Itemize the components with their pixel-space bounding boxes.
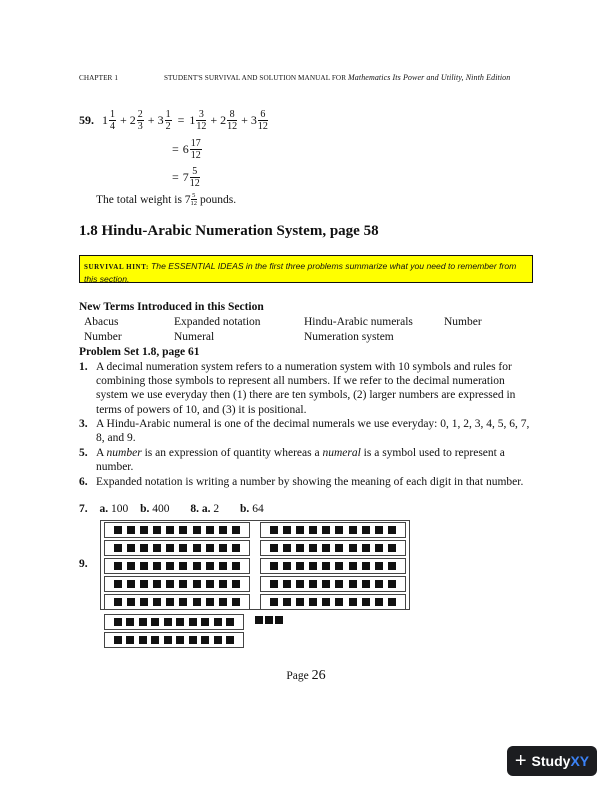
unit-square [270,580,278,588]
unit-square [206,580,214,588]
unit-square [283,598,291,606]
problem-1: 1. A decimal numeration system refers to a numeration system with 10 symbols and rules for combining those symbols to represent all numbers. If we refer to the decimal numeration system we use everyday then (1) there are ten symbols, (2) larger numbers are expressed in terms of powers of 10, and (3) it is positional. [79,361,516,416]
terms-heading: New Terms Introduced in this Section [79,301,264,313]
ten-squares-row [104,558,250,574]
unit-square [153,526,161,534]
unit-square [139,618,147,626]
ten-squares-row [104,576,250,592]
unit-square [201,618,209,626]
unit-square [179,598,187,606]
unit-square [322,598,330,606]
problem-5: 5. A number is an expression of quantity whereas a numeral is a symbol used to represent a number. [79,447,505,474]
unit-square [153,598,161,606]
brand-logo-text: StudyXY [531,753,590,769]
term: Number [84,331,122,343]
unit-square [114,544,122,552]
ten-squares-row [260,522,406,538]
unit-square [322,580,330,588]
plus-icon: + [514,749,527,772]
unit-square [388,562,396,570]
term: Numeration system [304,331,394,343]
page-footer [0,668,612,684]
unit-square [275,616,283,624]
unit-square [349,526,357,534]
unit-square [114,526,122,534]
unit-square [126,618,134,626]
problem-59-line-2: = 6 $\frac{17}{12}$ [172,138,201,161]
unit-square [219,580,227,588]
page-number: 26 [311,668,326,683]
fraction: $\frac{8}{12}$ [227,109,238,132]
unit-square [164,636,172,644]
unit-square [127,526,135,534]
unit-square [206,562,214,570]
unit-square [214,618,222,626]
unit-square [283,562,291,570]
unit-square [255,616,263,624]
unit-square [219,598,227,606]
studyxy-badge[interactable] [507,746,597,776]
fraction: $\frac{5}{12}$ [189,166,200,189]
manual-title: STUDENT'S SURVIVAL AND SOLUTION MANUAL FOR [163,74,347,82]
unit-square [140,598,148,606]
unit-square [164,618,172,626]
unit-square [375,598,383,606]
unit-square [270,544,278,552]
unit-square [335,562,343,570]
unit-square [362,544,370,552]
unit-square [362,562,370,570]
term: Hindu-Arabic numerals [304,316,413,328]
unit-square [193,580,201,588]
ten-squares-row [260,558,406,574]
unit-square [114,562,122,570]
unit-square [388,580,396,588]
unit-square [309,598,317,606]
unit-square [193,562,201,570]
unit-square [151,618,159,626]
unit-square [139,636,147,644]
unit-square [335,526,343,534]
unit-square [232,526,240,534]
unit-square [349,544,357,552]
unit-square [309,526,317,534]
unit-square [335,544,343,552]
unit-square [114,618,122,626]
ten-squares-row [104,594,250,610]
problem-number: 59. [79,113,94,127]
problem-6: 6. Expanded notation is writing a number by showing the meaning of each digit in that number. [79,476,524,488]
unit-square [193,598,201,606]
unit-square [166,580,174,588]
unit-square [349,580,357,588]
unit-square [335,580,343,588]
ten-squares-row-tens [104,632,244,648]
unit-square [322,544,330,552]
unit-square [219,562,227,570]
running-header [79,73,510,82]
unit-square [296,562,304,570]
unit-square [176,636,184,644]
ten-squares-row [104,540,250,556]
unit-square [322,562,330,570]
unit-square [388,544,396,552]
unit-square [153,544,161,552]
unit-square [127,544,135,552]
fraction: $\frac{1}{2}$ [165,109,171,132]
unit-square [219,526,227,534]
fraction: $\frac{17}{12}$ [190,138,201,161]
unit-square [179,580,187,588]
unit-square [309,562,317,570]
unit-square [179,562,187,570]
unit-square [232,544,240,552]
unit-square [140,544,148,552]
unit-square [206,544,214,552]
unit-square [214,636,222,644]
unit-square [114,580,122,588]
problem-59-answer: The total weight is 7 $\frac{5}{12}$ pounds. [96,192,237,207]
problem-59-line-3: = 7 $\frac{5}{12}$ [172,166,200,189]
unit-square [127,580,135,588]
unit-square [206,526,214,534]
unit-square [232,598,240,606]
unit-square [179,544,187,552]
unit-square [283,526,291,534]
fraction: $\frac{5}{12}$ [190,192,198,207]
unit-square [153,580,161,588]
unit-square [388,598,396,606]
unit-square [388,526,396,534]
unit-square [166,526,174,534]
unit-square [296,598,304,606]
ten-squares-row [260,540,406,556]
unit-square [140,562,148,570]
fraction: $\frac{3}{12}$ [196,109,207,132]
unit-square [232,580,240,588]
unit-square [270,562,278,570]
units-group [255,616,283,624]
unit-square [375,526,383,534]
unit-square [226,618,234,626]
survival-hint-box [79,255,533,283]
unit-square [114,598,122,606]
unit-square [140,526,148,534]
term: Expanded notation [174,316,261,328]
unit-square [232,562,240,570]
book-title: Mathematics Its Power and Utility, Ninth Edition [348,73,511,82]
section-title: 1.8 Hindu-Arabic Numeration System, page 58 [79,223,379,239]
unit-square [179,526,187,534]
unit-square [189,618,197,626]
fraction: $\frac{1}{4}$ [110,109,115,132]
unit-square [176,618,184,626]
term: Numeral [174,331,215,343]
unit-square [362,526,370,534]
unit-square [265,616,273,624]
unit-square [270,526,278,534]
ten-squares-row [104,522,250,538]
unit-square [151,636,159,644]
unit-square [153,562,161,570]
term: Number [444,316,482,328]
unit-square [126,636,134,644]
unit-square [375,562,383,570]
unit-square [114,636,122,644]
unit-square [166,598,174,606]
unit-square [193,544,201,552]
unit-square [283,544,291,552]
unit-square [189,636,197,644]
unit-square [270,598,278,606]
unit-square [296,580,304,588]
problem-9-number: 9. [79,558,88,570]
ten-squares-row [260,576,406,592]
ten-squares-row-tens [104,614,244,630]
unit-square [375,580,383,588]
unit-square [309,544,317,552]
unit-square [362,598,370,606]
unit-square [226,636,234,644]
ten-squares-row [260,594,406,610]
unit-square [127,598,135,606]
unit-square [193,526,201,534]
term: Abacus [84,316,119,328]
unit-square [362,580,370,588]
unit-square [127,562,135,570]
problem-set-heading: Problem Set 1.8, page 61 [79,346,200,358]
chapter-label: CHAPTER 1 [79,74,119,82]
hint-text: The ESSENTIAL IDEAS in the first three problems summarize what you need to remember from this section. [84,261,517,284]
unit-square [166,562,174,570]
unit-square [296,544,304,552]
unit-square [349,598,357,606]
unit-square [140,580,148,588]
unit-square [219,544,227,552]
hint-label: SURVIVAL HINT: [84,263,149,271]
unit-square [322,526,330,534]
unit-square [335,598,343,606]
unit-square [283,580,291,588]
unit-square [349,562,357,570]
unit-square [309,580,317,588]
unit-square [166,544,174,552]
unit-square [296,526,304,534]
unit-square [201,636,209,644]
fraction: $\frac{2}{3}$ [137,109,143,132]
page-label: Page [286,670,309,682]
problems-7-8: 7. a. 100 b. 400 8. a. 2 b. 64 [79,503,264,515]
problem-3: 3. A Hindu-Arabic numeral is one of the decimal numerals we use everyday: 0, 1, 2, 3, 4, 5, 6, 7, 8, and 9. [79,418,530,445]
unit-square [206,598,214,606]
problem-59-line-1: 59. 1 $\frac{1}{4}$ + 2 $\frac{2}{3}$ + 3 $\frac{1}{2}$ = 1 $\frac{3}{12}$ + 2 $\frac{8}{12}$ + 3 $\frac{6}{12}$ [79,109,268,132]
fraction: $\frac{6}{12}$ [257,109,268,132]
unit-square [375,544,383,552]
